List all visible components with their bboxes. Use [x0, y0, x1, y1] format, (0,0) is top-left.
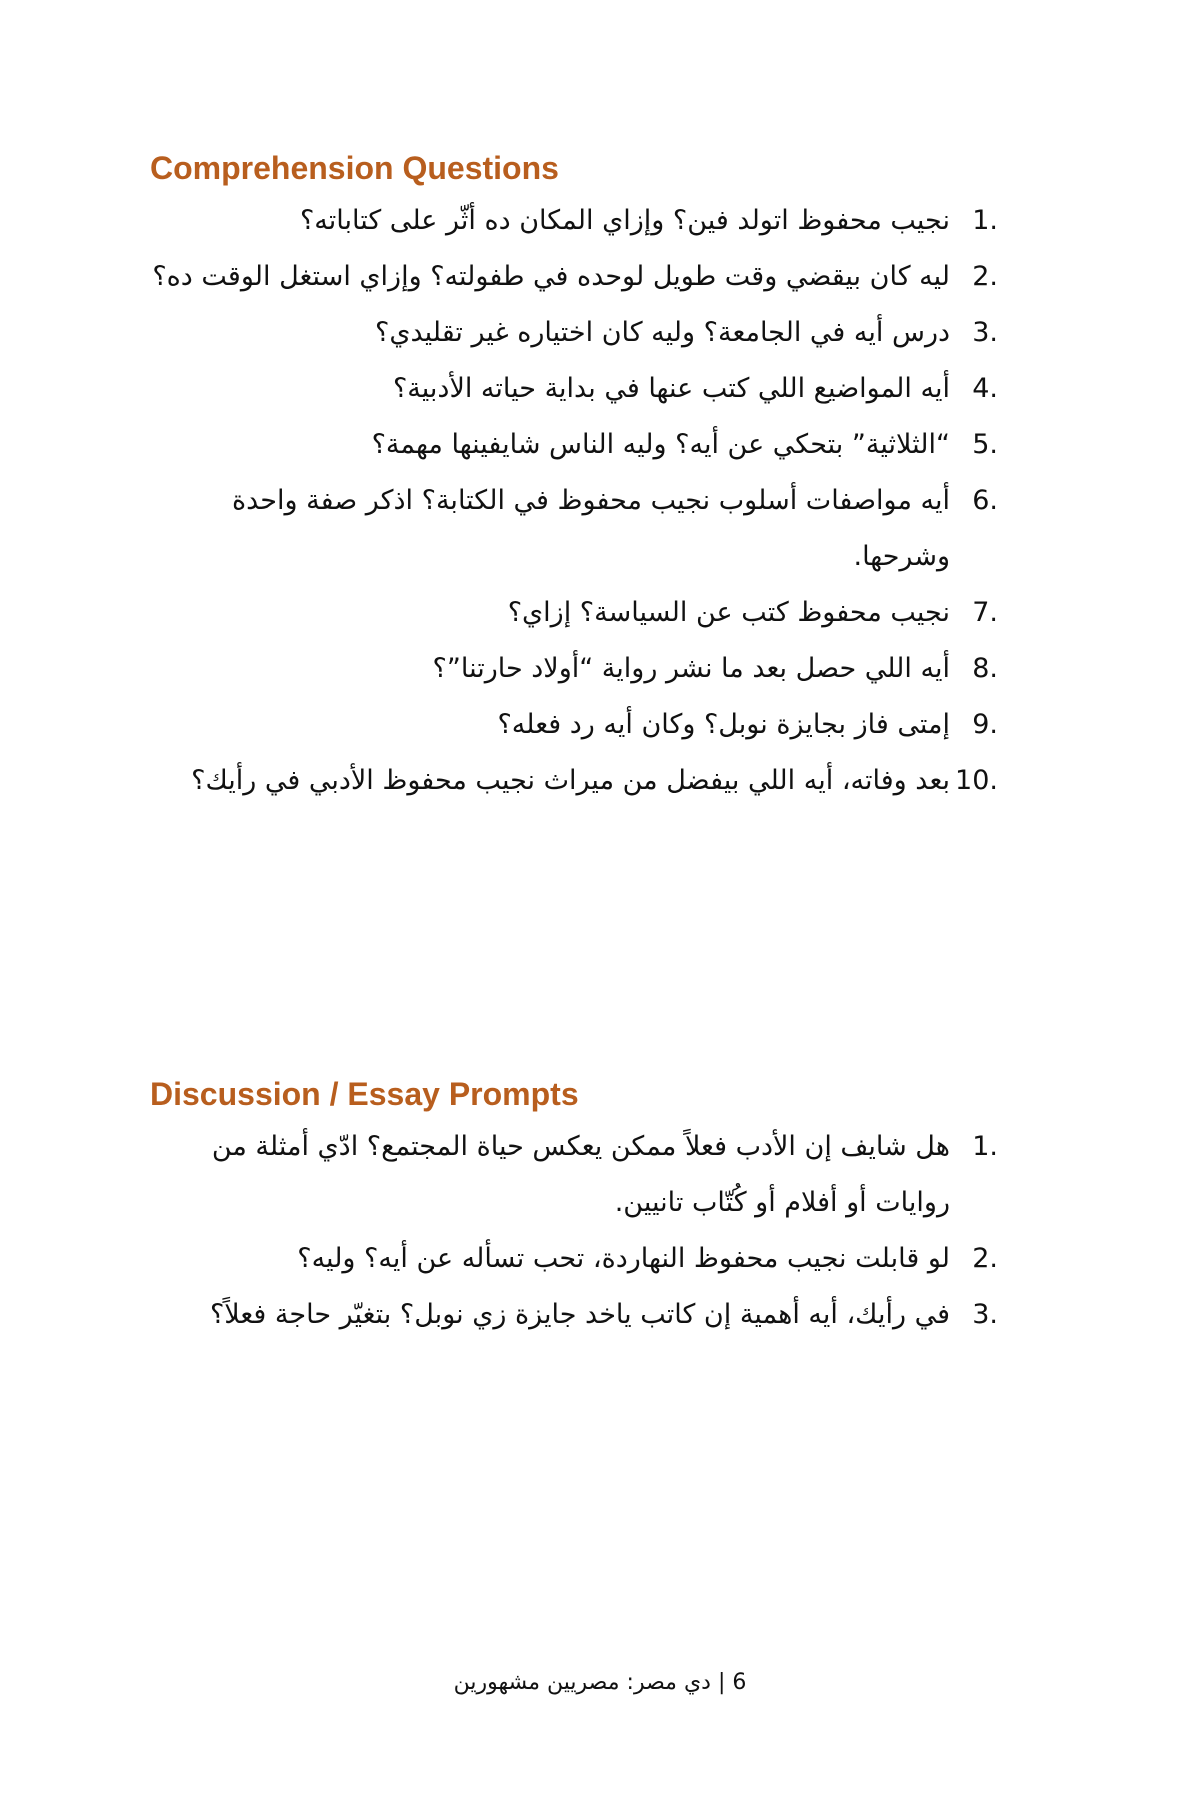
question-text: بعد وفاته، أيه اللي بيفضل من ميراث نجيب محفوظ الأدبي في رأيك؟ — [191, 765, 950, 796]
question-number: 2. — [972, 1243, 998, 1274]
discussion-heading: Discussion / Essay Prompts — [150, 1076, 579, 1112]
question-item — [150, 1231, 998, 1287]
question-number: 3. — [972, 1299, 998, 1330]
question-text: نجيب محفوظ كتب عن السياسة؟ إزاي؟ — [507, 597, 950, 628]
question-text: أيه مواصفات أسلوب نجيب محفوظ في الكتابة؟ اذكر صفة واحدة وشرحها. — [231, 485, 950, 572]
page-footer: 6 | دي مصر: مصريين مشهورين — [453, 1670, 747, 1695]
question-item — [150, 305, 998, 361]
question-number: 9. — [972, 709, 998, 740]
question-text: إمتى فاز بجايزة نوبل؟ وكان أيه رد فعله؟ — [497, 709, 950, 740]
comprehension-questions-list — [150, 193, 998, 809]
question-text: هل شايف إن الأدب فعلاً ممكن يعكس حياة المجتمع؟ ادّي أمثلة من روايات أو أفلام أو كُتّاب تانيين. — [211, 1131, 950, 1218]
question-item — [150, 1119, 998, 1231]
question-item — [150, 473, 998, 585]
question-item — [150, 361, 998, 417]
question-number: 10. — [955, 765, 998, 796]
question-text: لو قابلت نجيب محفوظ النهاردة، تحب تسأله عن أيه؟ وليه؟ — [297, 1243, 950, 1274]
question-item — [150, 641, 998, 697]
question-text: درس أيه في الجامعة؟ وليه كان اختياره غير تقليدي؟ — [374, 317, 950, 348]
question-item — [150, 193, 998, 249]
question-text: في رأيك، أيه أهمية إن كاتب ياخد جايزة زي نوبل؟ بتغيّر حاجة فعلاً؟ — [209, 1299, 950, 1330]
question-number: 8. — [972, 653, 998, 684]
question-text: ليه كان بيقضي وقت طويل لوحده في طفولته؟ وإزاي استغل الوقت ده؟ — [152, 261, 950, 292]
question-item — [150, 417, 998, 473]
question-number: 5. — [972, 429, 998, 460]
question-number: 7. — [972, 597, 998, 628]
question-text: نجيب محفوظ اتولد فين؟ وإزاي المكان ده أثّر على كتاباته؟ — [299, 205, 950, 236]
question-item — [150, 249, 998, 305]
question-item — [150, 1287, 998, 1343]
question-number: 2. — [972, 261, 998, 292]
question-number: 3. — [972, 317, 998, 348]
discussion-prompts-list — [150, 1119, 998, 1343]
question-text: “الثلاثية” بتحكي عن أيه؟ وليه الناس شايفينها مهمة؟ — [371, 429, 950, 460]
question-item — [150, 697, 998, 753]
question-item — [150, 585, 998, 641]
question-number: 1. — [972, 1131, 998, 1162]
comprehension-heading: Comprehension Questions — [150, 150, 559, 186]
question-number: 6. — [972, 485, 998, 516]
question-item — [150, 753, 998, 809]
question-text: أيه المواضيع اللي كتب عنها في بداية حياته الأدبية؟ — [392, 373, 950, 404]
question-number: 1. — [972, 205, 998, 236]
question-number: 4. — [972, 373, 998, 404]
question-text: أيه اللي حصل بعد ما نشر رواية “أولاد حارتنا”؟ — [432, 653, 950, 684]
